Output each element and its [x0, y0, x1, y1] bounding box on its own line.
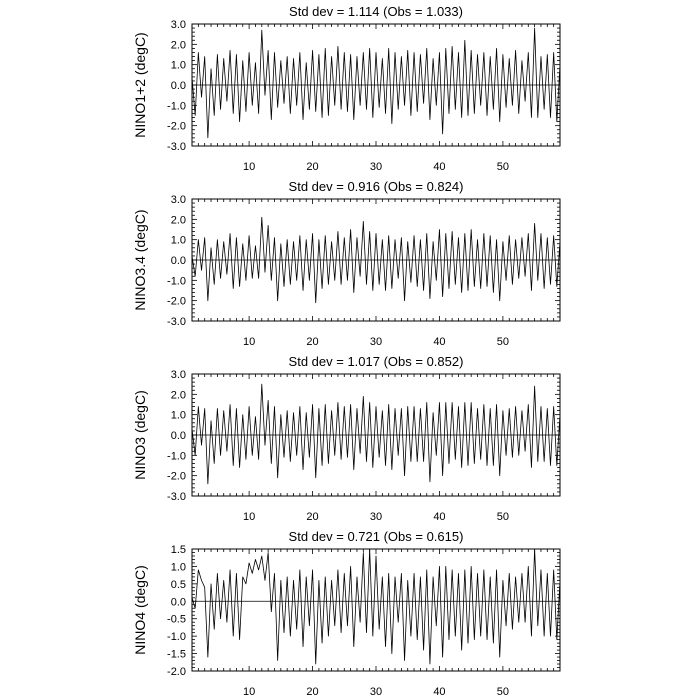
x-tick-label: 50 — [496, 161, 510, 173]
x-tick-label: 30 — [369, 511, 383, 523]
x-tick-label: 40 — [433, 161, 446, 173]
panel-2 — [132, 179, 560, 348]
y-tick-label: -1.0 — [167, 275, 186, 288]
x-tick-label: 20 — [306, 161, 319, 173]
y-tick-label: 1.0 — [170, 234, 186, 247]
x-tick-label: 50 — [496, 686, 510, 698]
y-tick-label: 2.0 — [170, 389, 186, 402]
x-tick-label: 40 — [433, 686, 446, 698]
y-tick-label: -1.0 — [167, 100, 186, 113]
series-line-1 — [192, 28, 560, 138]
y-tick-label: -3.0 — [167, 316, 186, 328]
y-tick-label: 1.0 — [170, 409, 186, 422]
x-tick-label: 50 — [496, 336, 510, 348]
x-tick-label: 20 — [306, 336, 319, 348]
x-tick-label: 30 — [369, 336, 383, 348]
x-tick-label: 20 — [306, 511, 319, 523]
y-tick-label: -3.0 — [167, 141, 186, 153]
y-tick-label: 0.0 — [170, 80, 186, 92]
y-tick-label: -1.0 — [167, 450, 186, 463]
y-tick-label: -2.0 — [167, 295, 186, 308]
x-tick-label: 40 — [433, 336, 446, 348]
panel-title: Std dev = 1.114 (Obs = 1.033) — [289, 4, 463, 19]
x-tick-label: 30 — [369, 161, 383, 173]
x-tick-label: 20 — [306, 686, 319, 698]
y-tick-label: -0.5 — [167, 613, 186, 626]
y-tick-label: 1.0 — [170, 59, 186, 72]
y-tick-label: 2.0 — [170, 39, 186, 52]
y-tick-label: -1.0 — [167, 631, 186, 644]
y-tick-label: 0.0 — [170, 430, 186, 442]
y-tick-label: -2.0 — [167, 666, 186, 678]
panel-title: Std dev = 1.017 (Obs = 0.852) — [288, 354, 464, 369]
panel-3 — [132, 354, 560, 523]
y-tick-label: -2.0 — [167, 120, 186, 133]
y-axis-label: NINO4 (degC) — [132, 565, 148, 655]
series-line-1 — [192, 549, 560, 664]
y-tick-label: 3.0 — [170, 19, 186, 31]
x-tick-label: 10 — [242, 511, 256, 523]
panel-title: Std dev = 0.916 (Obs = 0.824) — [288, 179, 464, 194]
panel-4 — [132, 529, 560, 698]
x-tick-label: 10 — [242, 161, 256, 173]
y-axis-label: NINO3.4 (degC) — [132, 209, 148, 311]
y-tick-label: 0.0 — [170, 596, 186, 609]
y-tick-label: 0.5 — [170, 578, 186, 591]
x-tick-label: 10 — [242, 336, 256, 348]
y-axis-label: NINO3 (degC) — [132, 390, 148, 480]
panel-title: Std dev = 0.721 (Obs = 0.615) — [288, 529, 464, 544]
x-tick-label: 30 — [369, 686, 383, 698]
y-tick-label: 2.0 — [170, 214, 186, 227]
y-tick-label: -3.0 — [167, 491, 186, 503]
y-tick-label: -1.5 — [167, 648, 186, 661]
series-line-1 — [192, 384, 560, 484]
x-tick-label: 40 — [433, 511, 446, 523]
y-tick-label: 3.0 — [170, 194, 186, 206]
y-axis-label: NINO1+2 (degC) — [132, 32, 148, 138]
y-tick-label: 1.5 — [170, 544, 186, 556]
y-tick-label: 1.0 — [170, 561, 186, 574]
x-tick-label: 10 — [242, 686, 256, 698]
y-tick-label: -2.0 — [167, 470, 186, 483]
y-tick-label: 3.0 — [170, 369, 186, 381]
x-tick-label: 50 — [496, 511, 510, 523]
y-tick-label: 0.0 — [170, 255, 186, 267]
panel-1 — [132, 4, 560, 173]
